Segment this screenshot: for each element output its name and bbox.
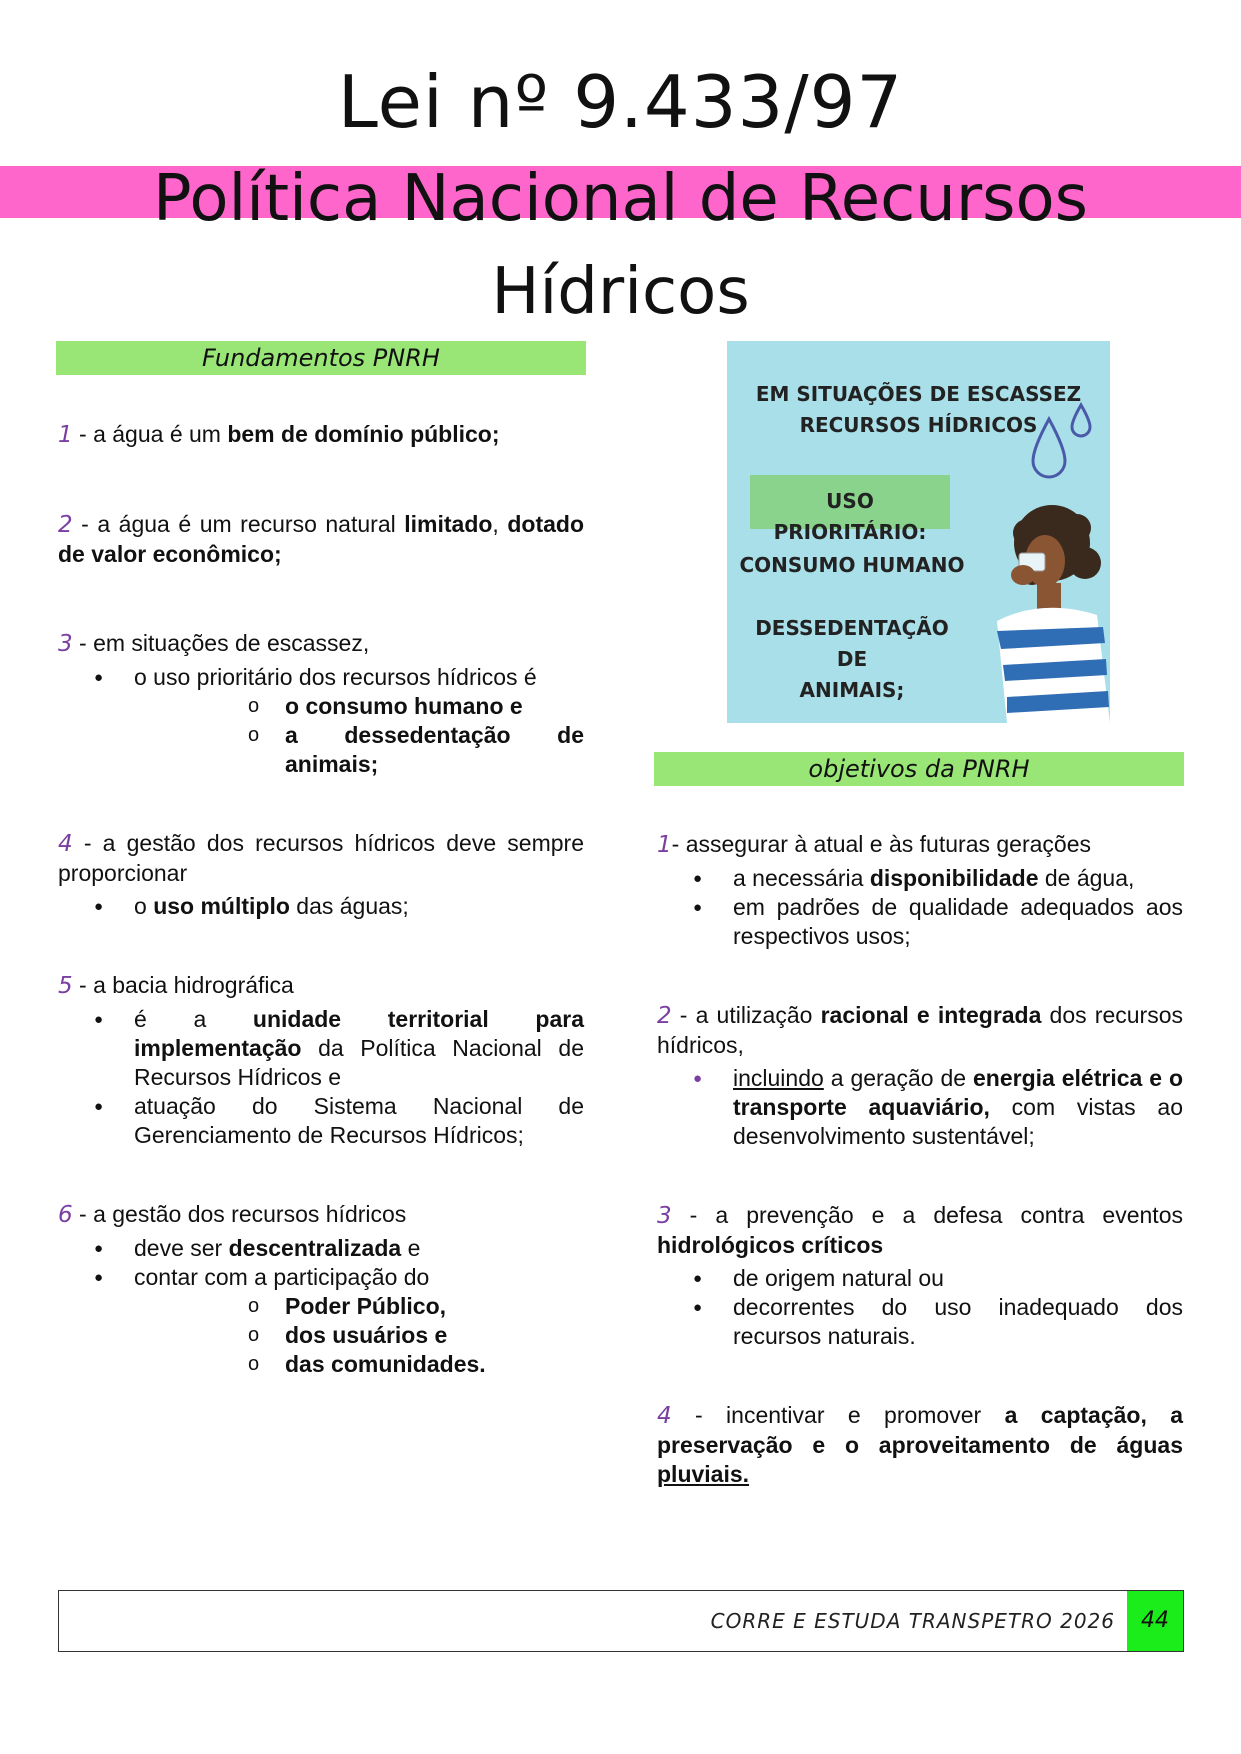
list-item xyxy=(58,1092,584,1150)
woman-drinking-water-icon xyxy=(967,503,1110,723)
item-text: deve ser xyxy=(134,1235,229,1261)
infographic-line: ANIMAIS; xyxy=(799,678,905,702)
objetivo-2 xyxy=(657,1001,1183,1060)
list-item xyxy=(58,1005,584,1092)
item-text: - a prevenção e a defesa contra eventos xyxy=(671,1202,1183,1228)
item-number: 2 xyxy=(58,512,73,538)
list-item xyxy=(657,893,1183,951)
item-text: da Política Nacional de Recursos Hídricos e xyxy=(134,1035,584,1090)
scarcity-infographic xyxy=(727,341,1110,723)
fundamento-5 xyxy=(58,971,584,1001)
page-title-policy: Política Nacional de Recursos xyxy=(153,162,1088,236)
fundamento-4 xyxy=(58,829,584,888)
item-text-bold: dotado de valor econômico; xyxy=(58,511,584,567)
page-number-badge: 44 xyxy=(1127,1591,1183,1651)
item-number: 4 xyxy=(657,1403,672,1429)
water-drops-icon xyxy=(1027,401,1107,491)
item-text-bold: energia elétrica e o transporte aquaviário, xyxy=(733,1065,1183,1120)
item-number: 6 xyxy=(58,1202,73,1228)
item-text-bold: a dessedentação de animais; xyxy=(285,722,584,777)
item-text-bold: Poder Público, xyxy=(285,1293,447,1319)
item-text: - em situações de escassez, xyxy=(72,630,370,656)
animal-watering-label xyxy=(737,613,967,706)
sub-list-item xyxy=(134,692,584,721)
item-number: 1 xyxy=(58,422,73,448)
item-text: - a gestão dos recursos hídricos deve sempre proporcionar xyxy=(58,830,584,886)
item-text: dos recursos hídricos, xyxy=(657,1002,1183,1058)
item-text-bold-underlined: pluviais. xyxy=(657,1461,750,1487)
infographic-line: EM SITUAÇÕES DE ESCASSEZ xyxy=(755,382,1082,406)
sub-list-item xyxy=(134,721,584,779)
item-text: contar com a participação do xyxy=(134,1264,430,1290)
fundamento-2 xyxy=(58,510,584,569)
item-text-bold: limitado xyxy=(404,511,493,537)
page-title-policy-line2: Hídricos xyxy=(491,255,750,329)
item-text-bold: dos usuários e xyxy=(285,1322,448,1348)
item-text-bold: uso múltiplo xyxy=(153,893,290,919)
sub-list-item xyxy=(134,1321,584,1350)
item-number: 1 xyxy=(657,832,672,858)
item-number: 5 xyxy=(58,973,73,999)
item-text-bold: bem de domínio público; xyxy=(227,421,500,447)
item-text: , xyxy=(492,511,508,537)
objetivo-3 xyxy=(657,1201,1183,1260)
item-text-bold: racional e integrada xyxy=(820,1002,1042,1028)
infographic-line: RECURSOS HÍDRICOS xyxy=(799,413,1038,437)
section-header-objetivos: objetivos da PNRH xyxy=(654,752,1184,786)
item-text-bold: unidade territorial para implementação xyxy=(134,1006,584,1061)
sub-list-item xyxy=(134,1292,584,1321)
item-text-bold: disponibilidade xyxy=(869,865,1039,891)
list-item xyxy=(657,1293,1183,1351)
item-text: de água, xyxy=(1038,865,1135,891)
item-text: decorrentes do uso inadequado dos recursos naturais. xyxy=(733,1294,1183,1349)
item-text: - a água é um xyxy=(72,421,228,447)
page-footer xyxy=(58,1590,1184,1652)
item-text: a necessária xyxy=(733,865,870,891)
item-text: das águas; xyxy=(289,893,409,919)
list-item xyxy=(58,1263,584,1379)
objetivo-1 xyxy=(657,830,1183,860)
fundamento-6 xyxy=(58,1200,584,1230)
item-number: 3 xyxy=(58,631,73,657)
objetivo-4 xyxy=(657,1401,1183,1489)
item-text-bold: a captação, a preservação e o aproveitamento de águas xyxy=(657,1402,1184,1458)
section-header-fundamentos: Fundamentos PNRH xyxy=(56,341,586,375)
item-text: - a bacia hidrográfica xyxy=(72,972,294,998)
item-text: de origem natural ou xyxy=(733,1265,944,1291)
item-text: a geração de xyxy=(823,1065,973,1091)
item-number: 3 xyxy=(657,1203,672,1229)
item-text: - incentivar e promover xyxy=(671,1402,1005,1428)
item-text: em padrões de qualidade adequados aos respectivos usos; xyxy=(733,894,1183,949)
priority-label: USO PRIORITÁRIO: xyxy=(773,489,927,544)
item-text: com vistas ao desenvolvimento sustentável; xyxy=(733,1094,1183,1149)
list-item xyxy=(657,1264,1183,1293)
list-item xyxy=(657,1064,1183,1151)
item-number: 2 xyxy=(657,1003,672,1029)
item-text: - a água é um recurso natural xyxy=(72,511,405,537)
sub-list-item xyxy=(134,1350,584,1379)
list-item xyxy=(58,663,584,779)
item-text: e xyxy=(401,1235,421,1261)
infographic-line: DESSEDENTAÇÃO DE xyxy=(755,616,949,671)
item-text-bold: descentralizada xyxy=(228,1235,402,1261)
list-item xyxy=(657,864,1183,893)
objetivos-column xyxy=(657,830,1183,1489)
item-text: - a utilização xyxy=(671,1002,821,1028)
item-text-bold: o consumo humano e xyxy=(285,693,523,719)
fundamento-1 xyxy=(58,420,584,450)
item-text-underlined: incluindo xyxy=(733,1065,824,1091)
item-text: atuação do Sistema Nacional de Gerenciamento de Recursos Hídricos; xyxy=(134,1093,584,1148)
list-item xyxy=(58,1234,584,1263)
item-text: - a gestão dos recursos hídricos xyxy=(72,1201,407,1227)
human-consumption-label: CONSUMO HUMANO xyxy=(739,553,965,577)
item-text: é a xyxy=(134,1006,253,1032)
page-title-law: Lei nº 9.433/97 xyxy=(337,60,904,144)
item-text: o xyxy=(134,893,154,919)
footer-label: CORRE E ESTUDA TRANSPETRO 2026 xyxy=(710,1609,1115,1633)
item-text: - assegurar à atual e às futuras gerações xyxy=(671,831,1091,857)
item-text: o uso prioritário dos recursos hídricos é xyxy=(134,664,537,690)
list-item xyxy=(58,892,584,921)
item-number: 4 xyxy=(58,831,73,857)
item-text-bold: das comunidades. xyxy=(285,1351,486,1377)
fundamento-3 xyxy=(58,629,584,659)
item-text-bold: hidrológicos críticos xyxy=(657,1232,884,1258)
fundamentos-column xyxy=(58,420,584,1379)
